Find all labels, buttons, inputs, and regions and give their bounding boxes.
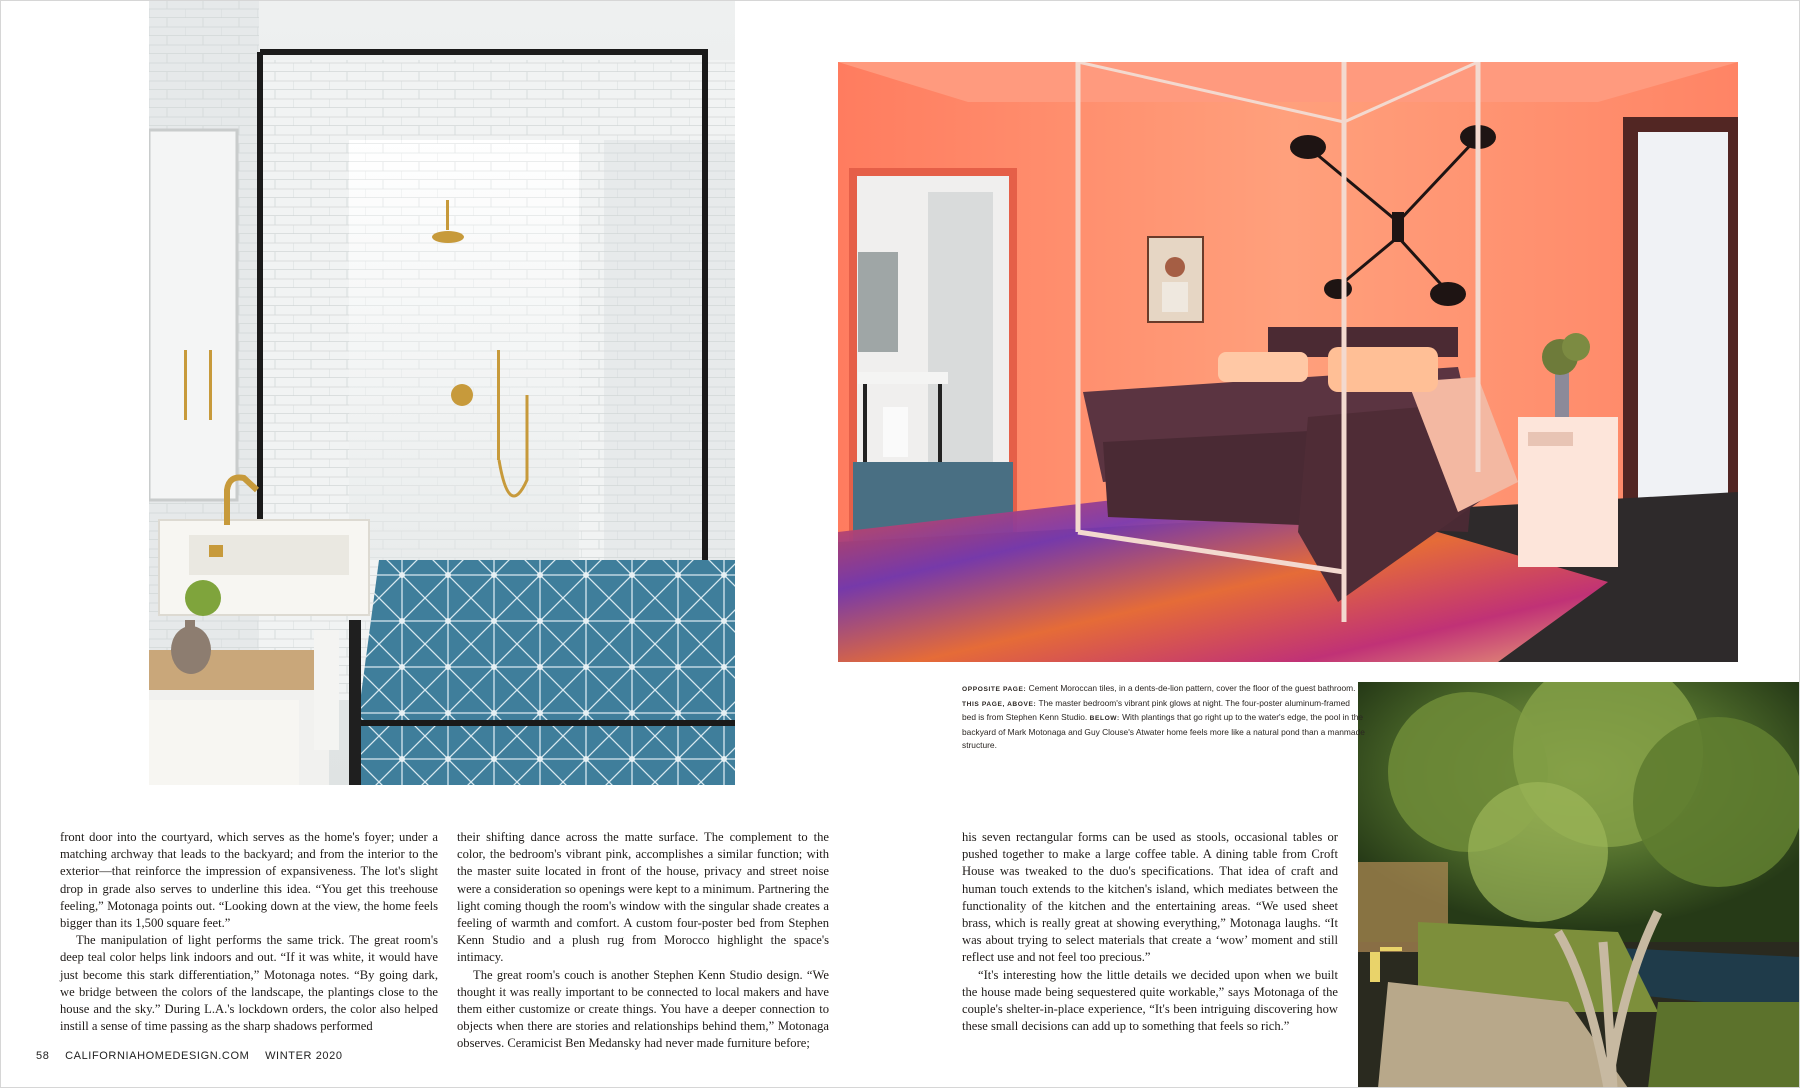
magazine-site: CALIFORNIAHOMEDESIGN.COM	[65, 1050, 250, 1062]
page-folio	[36, 1050, 355, 1062]
bedroom-illustration	[838, 62, 1738, 662]
article-column-3	[962, 829, 1338, 1035]
bathroom-illustration	[149, 0, 735, 785]
article-column-2	[457, 829, 829, 1053]
column-2-paragraph-1: their shifting dance across the matte surface. The complement to the color, the bedroom's vibrant pink, accomplishes a similar function; with the master suite located in front of the house, privacy and street noise were a consideration so openings were kept to a minimum. Partnering the light coming though the room's window with the singular shade creates a feeling of warmth and comfort. A custom four-poster bed from Stephen Kenn Studio and a plush rug from Morocco highlight the space's intimacy.	[457, 830, 829, 965]
caption-opposite-label: OPPOSITE PAGE:	[962, 686, 1027, 693]
bathroom-photo	[149, 0, 735, 785]
column-1-paragraph-1: front door into the courtyard, which serves as the home's foyer; under a matching archway that leads to the backyard; and from the interior to the exterior—that reinforce the impression of expansiveness. The lot's slight drop in grade also serves to underline this idea. “You get this treehouse feeling,” Motonaga points out. “Looking down at the view, the home feels bigger than its 1,500 square feet.”	[60, 830, 438, 931]
bedroom-photo	[838, 62, 1738, 662]
column-2-paragraph-2: The great room's couch is another Stephen Kenn Studio design. “We thought it was really important to be connected to local makers and have them either customize or create things. You have a deeper connection to objects when there are stories and relationships behind them,” Motonaga observes. Ceramicist Ben Medansky had never made furniture before;	[457, 967, 829, 1051]
caption-this-page-label: THIS PAGE, ABOVE:	[962, 700, 1037, 708]
magazine-issue: WINTER 2020	[265, 1050, 343, 1062]
caption-below-text: With plantings that go right up to the water's edge, the pool in the backyard of Mark Motonaga and Guy Clouse's Atwater home feels more like a natural pond than a manmade structure.	[962, 712, 1365, 751]
photo-caption	[962, 682, 1366, 753]
caption-this-page-text: The master bedroom's vibrant pink glows at night. The four-poster aluminum-framed bed is from Stephen Kenn Studio.	[962, 697, 1350, 723]
page-number: 58	[36, 1050, 50, 1062]
caption-opposite-text: Cement Moroccan tiles, in a dents-de-lion pattern, cover the floor of the guest bathroom.	[1028, 683, 1356, 693]
column-1-paragraph-2: The manipulation of light performs the same trick. The great room's deep teal color helps link indoors and out. “If it was white, it would have just become this stark differentiation,” Motonaga notes. “By going dark, we bridge between the colors of the landscape, the plantings close to the house and the sky.” During L.A.'s lockdown orders, the color also helped instill a sense of time passing as the sharp shadows performed	[60, 933, 438, 1034]
caption-below-label: BELOW:	[1089, 715, 1120, 723]
garden-illustration	[1358, 682, 1800, 1088]
garden-photo	[1358, 682, 1800, 1088]
column-3-paragraph-2: “It's interesting how the little details we decided upon when we built the house made being sequestered quite workable,” says Motonaga of the couple's shelter-in-place experience, “It's been intriguing discovering how these small decisions can add up to something that feels so rich.”	[962, 967, 1338, 1034]
article-column-1	[60, 829, 438, 1035]
column-3-paragraph-1: his seven rectangular forms can be used as stools, occasional tables or pushed together to make a large coffee table. A dining table from Croft House was tweaked to the duo's specifications. That idea of craft and human touch extends to the kitchen's island, which mediates between the functionality of the kitchen and the entertaining areas. “We used sheet brass, which is really great at showing everything,” Motonaga laughs. “It was about trying to select materials that create a ‘wow’ moment and still reflect use and not feel too precious.”	[962, 830, 1338, 965]
